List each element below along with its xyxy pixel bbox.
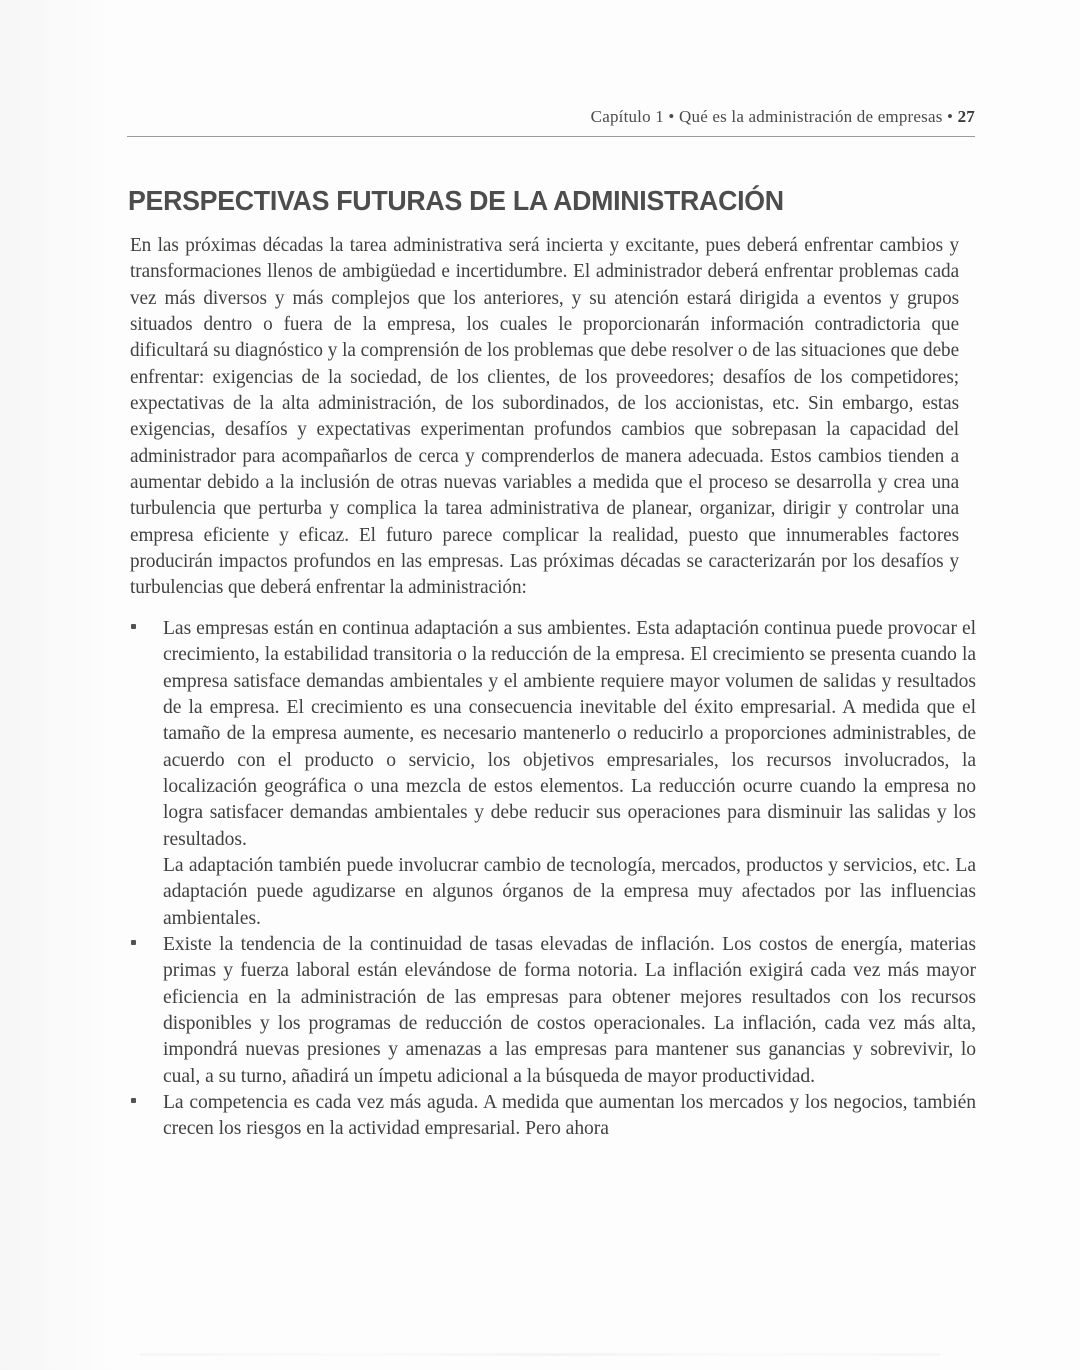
list-item-text: Las empresas están en continua adaptación a sus ambientes. Esta adaptación continua puede provocar el crecimiento, la estabilidad transitoria o la reducción de la empresa. El crecimiento se presenta cuando la empresa satisface demandas ambientales y el ambiente requiere mayor volumen de salidas y resultados de la empresa. El crecimiento es una consecuencia inevitable del éxito empresarial. A medida que el tamaño de la empresa aumente, es necesario mantenerlo o reducirlo a proporciones administrables, de acuerdo con el producto o servicio, los objetivos empresariales, los recursos involucrados, la localización geográfica o una mezcla de estos elementos. La reducción ocurre cuando la empresa no logra satisfacer demandas ambientales y debe reducir sus operaciones para disminuir las salidas y los resultados. [163,617,976,850]
header-divider-rule [127,136,975,137]
square-bullet-icon [131,940,136,945]
running-header-chapter-label: Capítulo 1 • Qué es la administración de empresas • [590,107,958,126]
page-title: PERSPECTIVAS FUTURAS DE LA ADMINISTRACIÓN [128,184,784,216]
intro-paragraph: En las próximas décadas la tarea administrativa será incierta y excitante, pues deberá enfrentar cambios y transformaciones llenos de ambigüedad e incertidumbre. El administrador deberá enfrentar problemas cada vez más diversos y más complejos que los anteriores, y su atención estará dirigida a eventos y grupos situados dentro o fuera de la empresa, los cuales le proporcionarán información contradictoria que dificultará su diagnóstico y la comprensión de los problemas que debe resolver o de las situaciones que debe enfrentar: exigencias de la sociedad, de los clientes, de los proveedores; desafíos de los competidores; expectativas de la alta administración, de los subordinados, de los accionistas, etc. Sin embargo, estas exigencias, desafíos y expectativas experimentan profundos cambios que sobrepasan la capacidad del administrador para acompañarlos de cerca y comprenderlos de manera adecuada. Estos cambios tienden a aumentar debido a la inclusión de otras nuevas variables a medida que el proceso se desarrolla y crea una turbulencia que perturba y complica la tarea administrativa de planear, organizar, dirigir y controlar una empresa eficiente y eficaz. El futuro parece complicar la realidad, puesto que innumerables factores producirán impactos profundos en las empresas. Las próximas décadas se caracterizarán por los desafíos y turbulencias que deberá enfrentar la administración: [130,235,960,599]
list-item [130,932,976,1090]
running-header [127,107,975,127]
square-bullet-icon [131,624,136,629]
challenges-bullet-list [130,616,976,1143]
square-bullet-icon [131,1098,136,1103]
list-item-text: Existe la tendencia de la continuidad de tasas elevadas de inflación. Los costos de energía, materias primas y fuerza laboral están elevándose de forma notoria. La inflación exigirá cada vez más mayor eficiencia en la administración de las empresas para obtener mejores resultados con los recursos disponibles y los programas de reducción de costos operacionales. La inflación, cada vez más alta, impondrá nuevas presiones y amenazas a las empresas para mantener sus ganancias y sobrevivir, lo cual, a su turno, añadirá un ímpetu adicional a la búsqueda de mayor productividad. [163,933,976,1087]
list-item [130,1090,976,1143]
scan-vignette [0,0,118,1370]
scan-edge-artifact [140,1353,940,1356]
list-item-continuation-text: La adaptación también puede involucrar cambio de tecnología, mercados, productos y servicios, etc. La adaptación puede agudizarse en algunos órganos de la empresa muy afectados por las influencias ambientales. [163,854,976,929]
list-item-text: La competencia es cada vez más aguda. A medida que aumentan los mercados y los negocios, también crecen los riesgos en la actividad empresarial. Pero ahora [163,1092,976,1140]
body-column [130,233,976,1143]
list-item [130,616,976,932]
page-number: 27 [957,107,975,126]
